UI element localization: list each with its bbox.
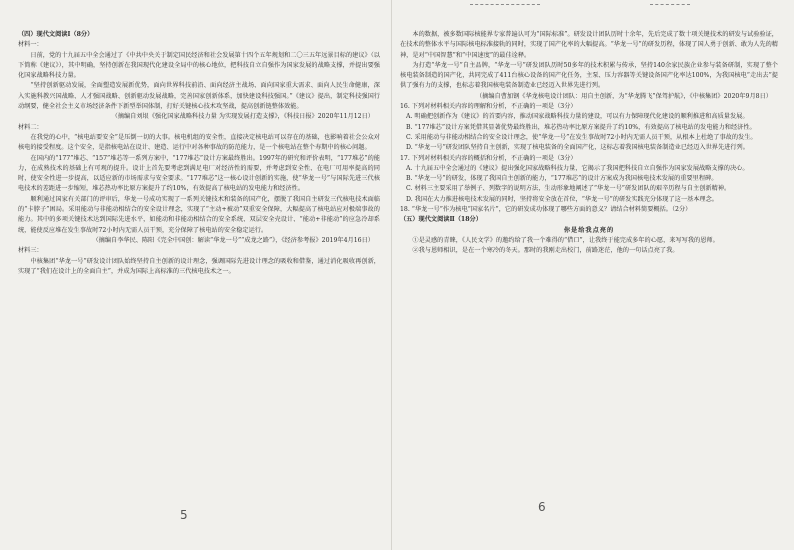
source-citation: （摘编自刘垠《强化国家战略科技力量 为实现发展打造支撑》，《科技日报》2020年11月12日） [111,113,374,121]
paragraph: 日前，党的十九届五中全会通过了《中共中央关于制定国民经济和社会发展第十四个五年规划和二〇三五年远景目标的建议》（以下简称《建议》），其中明确，坚持创新在我国现代化建设全局中的核心地位，把科技自立自强作为国家发展的战略支撑，并提出要强化国家战略科技力量。 [18,51,380,80]
material-label: 材料一： [18,41,43,49]
material-label: 材料三： [18,247,43,255]
section-heading: （四）现代文阅读Ⅰ（8分） [18,31,94,38]
scan-mark [470,4,540,6]
paragraph: 中核集团“华龙一号”研发设计团队始终坚持自主创新的设计理念，强调国际先进设计理念的吸收和借鉴，通过消化吸收再创新，实现了“我们在设计上的全面自主”，并成为国际上高标准的三代核电技术之一。 [18,257,380,275]
paragraph: 在我党的心中，“核电站要安全”是压倒一切的大事。核电机组的安全性，直接决定核电站可以存在的基础，也影响着社会公众对核电的接受程度。这个安全，是指核电站在设计、建造、运行中对各种事故的防范能力，是一个核电站在整个寿期中的核心问题。 [18,133,380,152]
paragraph: 在国内的“177”堆芯、“157”堆芯等一系列方案中，“177堆芯”设计方案最终胜出。1997年的研究和评价表明，“177堆芯”的能力，在成熟技术的基础上有可观的提升。设计上首先要考虑到满足电厂对经济性的需要，并考虑到安全性、在电厂可用率提高的同时，使安全性进一步提高，以适应新的市场需求与安全要求。“177堆芯”这一核心设计创新的实施，使“华龙一号”与国际先进三代核电技术的差距进一步缩短，堆芯热功率比原方案提升了约10%，有效提高了核电站的发电能力和经济性。 [18,154,380,193]
source-citation: （摘编自曹加钢《华龙核电设计团队：用自主创新，为“华龙腾飞”保驾护航》，《中核集团》2020年9月8日） [476,92,772,100]
question-16: 16. 下列对材料相关内容的理解和分析，不正确的一项是（3分） [400,103,577,111]
paragraph: ①是灵感的青睐，《人民文学》的邀约给了我一个难得的“借口”，让我终于能完成多年的心愿，来写写我的恩师。 [412,236,719,244]
paragraph: “坚持创新驱动发展，全面塑造发展新优势，面向世界科技前沿、面向经济主战场、面向国家重大需求、面向人民生命健康，深入实施科教兴国战略、人才强国战略、创新驱动发展战略，完善国家创新体系，加快建设科技强国。”《建议》提出，制定科技强国行动纲要，健全社会主义市场经济条件下新型举国体制，打好关键核心技术攻坚战，提高创新链整体效能。 [18,82,380,111]
option-b: B. “华龙一号”的研发，体现了我国自主创新的能力，“177堆芯”的设计方案成为我国核电技术发展的重要里程碑。 [406,175,718,183]
paragraph: 顺利通过国家有关部门的评审后，华龙一号成功实现了一系列关键技术和装备的国产化，摆脱了我国自主研发三代核电技术面临的“卡脖子”困局。采用能动与非能动相结合的安全设计理念，实现了“主动+被动”双重安全保障，大幅提高了核电站应对极端事故的能力。其中的多项关键技术达到国际先进水平，如能动和非能动相结合的安全系统、双层安全壳设计、“能动+非能动”的应急冷却系统，能使反应堆在发生事故时72小时内无需人员干预，充分保障了核电站的安全稳定运行。 [18,195,380,234]
source-citation: （摘编自李华民、陈阳《完全中国创：解读“华龙一号”“成龙之路”》，《经济参考报》2019年4月16日） [92,236,374,244]
paragraph: 本的数据，被多数国际核能界专家普遍认可为“国际标准”。研发设计团队历时十余年，先后完成了数十项关键技术的研发与试验验证，在技术的整体水平与国际核电标准接轨的同时，实现了国产化率的大幅提高。“华龙一号”的研发历程，体现了国人勇于创新、敢为人先的精神，是对“中国智慧”和“中国速度”的最佳诠释。 [400,31,778,59]
option-a: A. 十九届五中全会通过的《建议》提出强化国家战略科技力量，它揭示了我国把科技自立自强作为国家发展战略支撑的决心。 [406,164,749,172]
article-title: 你是给我点亮的 [563,226,615,234]
option-d: D. “华龙一号”研发团队坚持自主创新，实现了核电装备的全面国产化，这标志着我国核电装备制造业已经迈入世界先进行列。 [406,144,749,152]
page-fold [391,0,392,550]
option-b: B. “177堆芯”设计方案凭借其显著优势最终胜出，堆芯热功率比原方案提升了约10%，有效提高了核电站的发电能力和经济性。 [406,123,756,131]
scan-mark [650,4,690,6]
question-17: 17. 下列对材料相关内容的概括和分析，不正确的一项是（3分） [400,154,577,162]
left-column [18,30,380,277]
page-number-left: 5 [180,508,188,522]
option-c: C. 材料三主要采用了举例子、列数字的说明方法，生动形象地阐述了“华龙一号”研发团队的艰辛历程与自主创新精神。 [406,185,731,193]
page-number-right: 6 [538,500,546,514]
material-label: 材料二： [18,123,43,131]
paragraph: ②我与恩师相识，是在一个寒冷的冬天。那时的我刚走出校门，前路迷茫，他的一句话点亮了我。 [412,247,679,255]
option-a: A. 明确把创新作为《建议》的首要内容，推动国家战略科技力量的建设，可以有力保障现代化建设的顺利推进和高质量发展。 [406,113,749,121]
question-18: 18. “华龙一号”作为核电“国家名片”，它的研发成功体现了哪些方面的意义？请结合材料简要概括。（2分） [400,206,692,214]
section-heading: （五）现代文阅读Ⅱ（18分） [400,216,482,224]
option-c: C. 采用能动与非能动相结合的安全设计理念，使“华龙一号”在发生事故时72小时内无需人员干预，从根本上杜绝了事故的发生。 [406,133,757,141]
option-d: D. 我国在大力推进核电技术发展的同时，坚持将安全放在首位，“华龙一号”的研发实践充分体现了这一基本理念。 [406,195,718,203]
paragraph: 为打造“华龙一号”自主品牌，“华龙一号”研发团队历时50多年的技术积累与传承，坚持140余家民族企业参与装备研制，实现了整个核电装备制造的国产化，共同完成了411台核心设备的国产化任务，主泵、压力容器等关键设备国产化率达100%，为我国核电“走出去”提供了强有力的支撑，也标志着我国核电装备制造业已经迈入世界先进行列。 [400,61,778,90]
right-column [400,30,778,257]
